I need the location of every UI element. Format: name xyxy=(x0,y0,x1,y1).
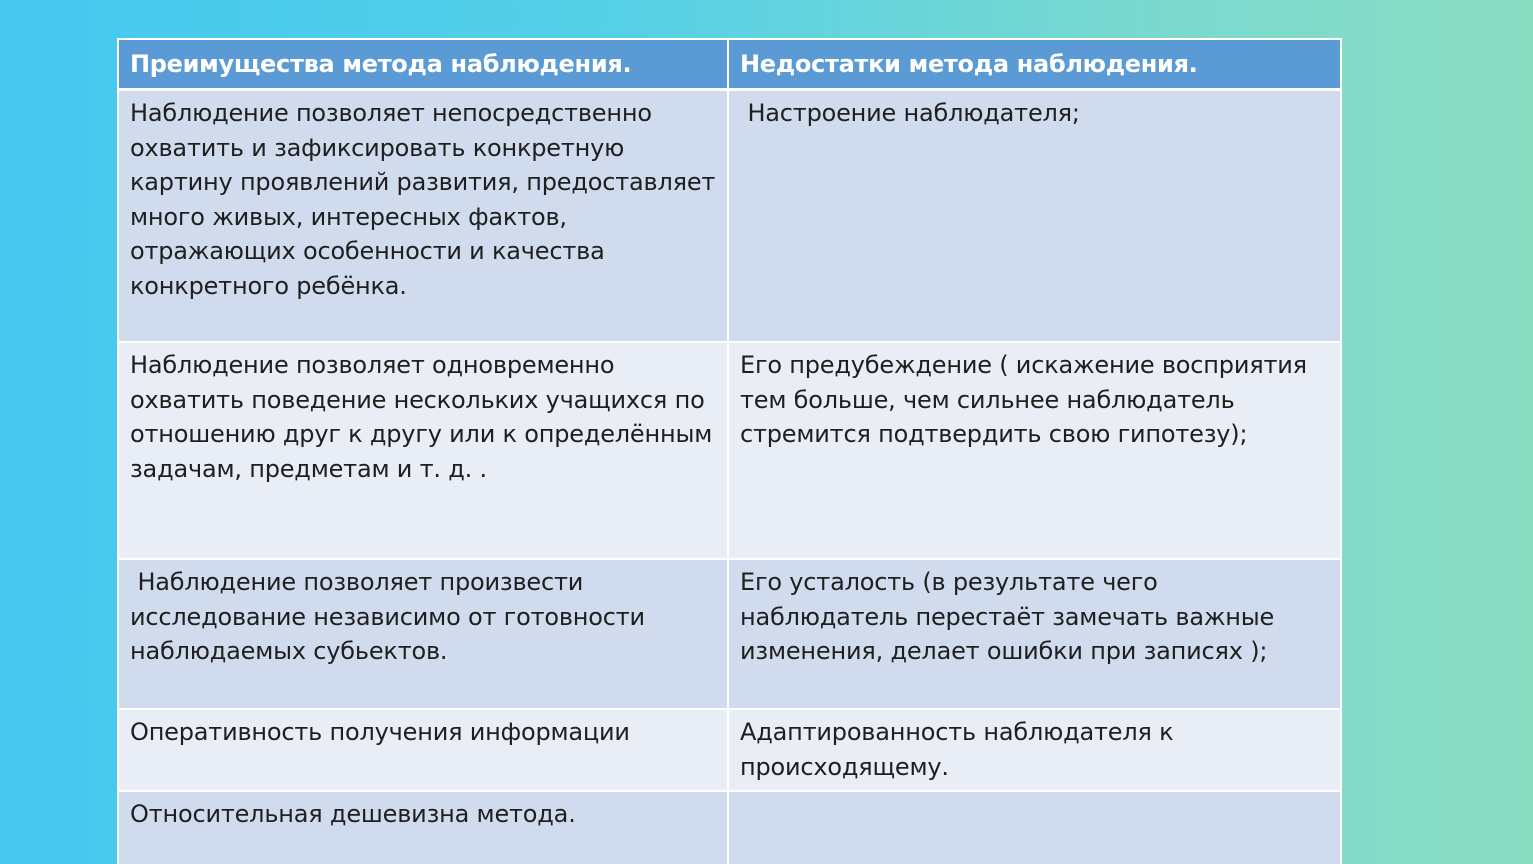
header-row xyxy=(117,38,1342,91)
table-row xyxy=(117,343,1342,560)
advantage-cell: Относительная дешевизна метода. xyxy=(117,792,729,864)
disadvantage-cell: Его предубеждение ( искажение восприятия тем больше, чем сильнее наблюдатель стремится подтвердить свою гипотезу); xyxy=(729,343,1342,560)
table-row xyxy=(117,710,1342,792)
disadvantage-cell: Настроение наблюдателя; xyxy=(729,91,1342,343)
advantages-header: Преимущества метода наблюдения. xyxy=(117,38,729,91)
table-row xyxy=(117,91,1342,343)
disadvantage-cell: Адаптированность наблюдателя к происходящему. xyxy=(729,710,1342,792)
advantage-cell: Оперативность получения информации xyxy=(117,710,729,792)
advantage-cell: Наблюдение позволяет произвести исследование независимо от готовности наблюдаемых субьектов. xyxy=(117,560,729,710)
comparison-table xyxy=(117,38,1342,864)
advantage-cell: Наблюдение позволяет непосредственно охватить и зафиксировать конкретную картину проявлений развития, предоставляет много живых, интересных фактов, отражающих особенности и качества конкретного ребёнка. xyxy=(117,91,729,343)
disadvantages-header: Недостатки метода наблюдения. xyxy=(729,38,1342,91)
disadvantage-cell xyxy=(729,792,1342,864)
table-row xyxy=(117,792,1342,864)
disadvantage-cell: Его усталость (в результате чего наблюдатель перестаёт замечать важные изменения, делает ошибки при записях ); xyxy=(729,560,1342,710)
table-row xyxy=(117,560,1342,710)
advantage-cell: Наблюдение позволяет одновременно охватить поведение нескольких учащихся по отношению друг к другу или к определённым задачам, предметам и т. д. . xyxy=(117,343,729,560)
